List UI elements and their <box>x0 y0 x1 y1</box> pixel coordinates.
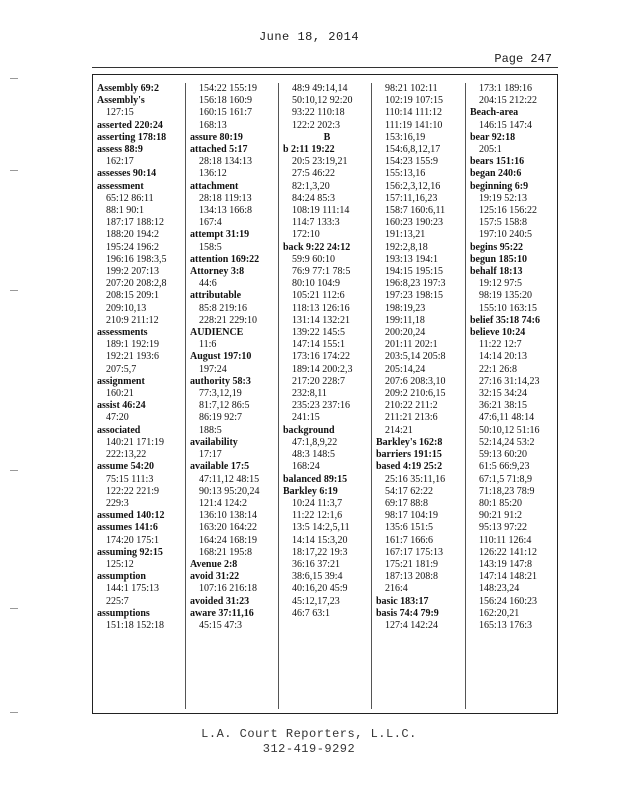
page-reference: 172:10 <box>292 229 320 241</box>
page-reference: 59:9 60:10 <box>292 253 336 265</box>
index-column-2 <box>186 83 279 709</box>
index-term: AUDIENCE <box>190 327 244 339</box>
page-reference: 67:1,5 71:8,9 <box>479 473 533 485</box>
page-reference: 201:11 202:1 <box>385 339 438 351</box>
page-reference: 110:14 111:12 <box>385 107 442 119</box>
page-reference: 205:14,24 <box>385 363 426 375</box>
index-term: Attorney 3:8 <box>190 266 245 278</box>
page-reference: 156:18 160:9 <box>199 95 253 107</box>
page-reference: 118:13 126:16 <box>292 302 350 314</box>
page-reference: 198:19,23 <box>385 302 426 314</box>
page-reference: 148:23,24 <box>479 583 520 595</box>
index-term: beginning 6:9 <box>470 180 529 192</box>
index-term: b 2:11 19:22 <box>283 144 335 156</box>
page-reference: 187:17 188:12 <box>106 217 165 229</box>
index-term: availability <box>190 436 238 448</box>
index-term: assumed 140:12 <box>97 510 165 522</box>
page-reference: 173:16 174:22 <box>292 351 351 363</box>
page-reference: 151:18 152:18 <box>106 619 165 631</box>
margin-mark <box>10 470 18 471</box>
page-reference: 153:16,19 <box>385 131 426 143</box>
index-term: basic 183:17 <box>376 595 429 607</box>
index-term: assessment <box>97 180 144 192</box>
page-reference: 209:10,13 <box>106 302 147 314</box>
page-reference: 46:7 63:1 <box>292 607 331 619</box>
page-reference: 69:17 88:8 <box>385 497 429 509</box>
page-reference: 93:22 110:18 <box>292 107 345 119</box>
page-reference: 19:19 52:13 <box>479 192 528 204</box>
index-term: attachment <box>190 180 239 192</box>
page-reference: 168:24 <box>292 461 320 473</box>
page-reference: 28:18 134:13 <box>199 156 253 168</box>
page-reference: 162:17 <box>106 156 134 168</box>
page-reference: 19:12 97:5 <box>479 278 523 290</box>
page-reference: 90:21 91:2 <box>479 510 523 522</box>
page-reference: 139:22 145:5 <box>292 327 346 339</box>
page-reference: 241:15 <box>292 412 320 424</box>
page-reference: 65:12 86:11 <box>106 192 154 204</box>
page-reference: 174:20 175:1 <box>106 534 160 546</box>
index-term: assess 88:9 <box>97 144 143 156</box>
page-number: Page 247 <box>494 52 552 66</box>
index-term: bear 92:18 <box>470 131 516 143</box>
page-reference: 61:5 66:9,23 <box>479 461 530 473</box>
page-reference: 194:15 195:15 <box>385 266 444 278</box>
page-reference: 210:9 211:12 <box>106 314 159 326</box>
page-reference: 11:22 12:1,6 <box>292 510 343 522</box>
page-reference: 36:21 38:15 <box>479 400 528 412</box>
page-reference: 80:1 85:20 <box>479 497 523 509</box>
index-term: assumptions <box>97 607 150 619</box>
index-term: assignment <box>97 375 145 387</box>
page-reference: 208:15 209:1 <box>106 290 160 302</box>
page-reference: 14:14 20:13 <box>479 351 528 363</box>
page-reference: 18:17,22 19:3 <box>292 546 348 558</box>
index-term: attached 5:17 <box>190 144 248 156</box>
page-reference: 11:6 <box>199 339 217 351</box>
index-term: back 9:22 24:12 <box>283 241 351 253</box>
page-reference: 40:16,20 45:9 <box>292 583 348 595</box>
page-reference: 143:19 147:8 <box>479 558 533 570</box>
page-reference: 147:14 155:1 <box>292 339 346 351</box>
page-reference: 196:8,23 197:3 <box>385 278 446 290</box>
index-term: asserted 220:24 <box>97 119 163 131</box>
page-reference: 155:10 163:15 <box>479 302 538 314</box>
page-reference: 80:10 104:9 <box>292 278 341 290</box>
page-reference: 200:20,24 <box>385 327 426 339</box>
page-reference: 114:7 133:3 <box>292 217 340 229</box>
page-reference: 36:16 37:21 <box>292 558 341 570</box>
index-term: authority 58:3 <box>190 375 251 387</box>
page-reference: 162:20,21 <box>479 607 520 619</box>
page-reference: 168:13 <box>199 119 227 131</box>
page-reference: 122:2 202:3 <box>292 119 341 131</box>
page-reference: 161:7 166:6 <box>385 534 434 546</box>
page-reference: 209:2 210:6,15 <box>385 388 446 400</box>
page-reference: 45:15 47:3 <box>199 619 243 631</box>
index-term: assist 46:24 <box>97 400 146 412</box>
index-term: assessments <box>97 327 148 339</box>
margin-mark <box>10 290 18 291</box>
page-reference: 98:17 104:19 <box>385 510 439 522</box>
index-term: Barkley 6:19 <box>283 485 338 497</box>
page-reference: 125:12 <box>106 558 134 570</box>
page-reference: 134:13 166:8 <box>199 205 253 217</box>
page-reference: 188:5 <box>199 424 222 436</box>
page-reference: 140:21 171:19 <box>106 436 165 448</box>
page-reference: 225:7 <box>106 595 129 607</box>
page-reference: 160:23 190:23 <box>385 217 444 229</box>
page-reference: 235:23 237:16 <box>292 400 351 412</box>
page-reference: 47:1,8,9,22 <box>292 436 338 448</box>
index-term: assuming 92:15 <box>97 546 163 558</box>
index-term: based 4:19 25:2 <box>376 461 443 473</box>
page-reference: 158:7 160:6,11 <box>385 205 446 217</box>
margin-mark <box>10 712 18 713</box>
page-reference: 84:24 85:3 <box>292 192 336 204</box>
page-reference: 197:23 198:15 <box>385 290 444 302</box>
page-reference: 11:22 12:7 <box>479 339 522 351</box>
page-reference: 98:21 102:11 <box>385 83 438 94</box>
index-term: Barkley's 162:8 <box>376 436 443 448</box>
page-reference: 154:23 155:9 <box>385 156 439 168</box>
page-reference: 13:5 14:2,5,11 <box>292 522 350 534</box>
index-term: bears 151:16 <box>470 156 525 168</box>
index-term: asserting 178:18 <box>97 131 167 143</box>
page-reference: 131:14 132:21 <box>292 314 351 326</box>
footer-company: L.A. Court Reporters, L.L.C. <box>201 727 417 741</box>
index-term: assumes 141:6 <box>97 522 158 534</box>
page-reference: 76:9 77:1 78:5 <box>292 266 351 278</box>
index-term: begins 95:22 <box>470 241 524 253</box>
page-reference: 154:6,8,12,17 <box>385 144 441 156</box>
index-term: assumption <box>97 571 146 583</box>
page-reference: 50:10,12 51:16 <box>479 424 540 436</box>
page-reference: 204:15 212:22 <box>479 95 538 107</box>
page-reference: 86:19 92:7 <box>199 412 243 424</box>
index-column-3 <box>279 83 372 709</box>
page-reference: 105:21 112:6 <box>292 290 345 302</box>
page-reference: 54:17 62:22 <box>385 485 434 497</box>
page-reference: 192:2,8,18 <box>385 241 428 253</box>
index-column-4 <box>372 83 466 709</box>
index-term: Avenue 2:8 <box>190 558 238 570</box>
index-term: believe 10:24 <box>470 327 526 339</box>
margin-mark <box>10 608 18 609</box>
page-reference: 47:20 <box>106 412 129 424</box>
page-reference: 199:2 207:13 <box>106 266 160 278</box>
page-reference: 199:11,18 <box>385 314 425 326</box>
page-reference: 125:16 156:22 <box>479 205 538 217</box>
index-column-5 <box>466 83 557 709</box>
page-reference: 205:1 <box>479 144 502 156</box>
index-term: behalf 18:13 <box>470 266 523 278</box>
header-date: June 18, 2014 <box>258 30 360 44</box>
index-term: avoid 31:22 <box>190 571 240 583</box>
page-reference: 207:6 208:3,10 <box>385 375 446 387</box>
index-term: Beach-area <box>470 107 519 119</box>
page-reference: 127:4 142:24 <box>385 619 439 631</box>
page-reference: 107:16 216:18 <box>199 583 258 595</box>
section-letter: B <box>323 131 331 143</box>
page-reference: 127:15 <box>106 107 134 119</box>
page-reference: 108:19 111:14 <box>292 205 350 217</box>
page-reference: 48:3 148:5 <box>292 449 336 461</box>
page-reference: 211:21 213:6 <box>385 412 438 424</box>
page-reference: 207:5,7 <box>106 363 137 375</box>
page-reference: 160:15 161:7 <box>199 107 253 119</box>
index-term: attempt 31:19 <box>190 229 250 241</box>
index-term: Assembly 69:2 <box>97 83 159 94</box>
page-reference: 165:13 176:3 <box>479 619 533 631</box>
page-reference: 214:21 <box>385 424 413 436</box>
index-term: attention 169:22 <box>190 253 260 265</box>
page-reference: 10:24 11:3,7 <box>292 497 343 509</box>
page-reference: 164:24 168:19 <box>199 534 258 546</box>
page-reference: 50:10,12 92:20 <box>292 95 353 107</box>
index-term: began 240:6 <box>470 168 522 180</box>
page-reference: 222:13,22 <box>106 449 147 461</box>
page-reference: 191:13,21 <box>385 229 426 241</box>
index-term: assesses 90:14 <box>97 168 157 180</box>
page-reference: 136:10 138:14 <box>199 510 258 522</box>
page-reference: 85:8 219:16 <box>199 302 248 314</box>
page-reference: 216:4 <box>385 583 408 595</box>
page-reference: 167:4 <box>199 217 222 229</box>
page-reference: 75:15 111:3 <box>106 473 154 485</box>
page-reference: 195:24 196:2 <box>106 241 160 253</box>
page-reference: 175:21 181:9 <box>385 558 439 570</box>
page-reference: 157:5 158:8 <box>479 217 528 229</box>
page-reference: 82:1,3,20 <box>292 180 330 192</box>
page-reference: 192:21 193:6 <box>106 351 160 363</box>
page-reference: 52:14,24 53:2 <box>479 436 535 448</box>
page-reference: 32:15 34:24 <box>479 388 528 400</box>
page-reference: 98:19 135:20 <box>479 290 533 302</box>
page-reference: 196:16 198:3,5 <box>106 253 167 265</box>
page-reference: 156:2,3,12,16 <box>385 180 441 192</box>
page-reference: 210:22 211:2 <box>385 400 438 412</box>
page-reference: 110:11 126:4 <box>479 534 532 546</box>
page-reference: 160:21 <box>106 388 134 400</box>
page-reference: 44:6 <box>199 278 217 290</box>
page-reference: 59:13 60:20 <box>479 449 528 461</box>
page-reference: 173:1 189:16 <box>479 83 533 94</box>
page-reference: 48:9 49:14,14 <box>292 83 348 94</box>
page-reference: 102:19 107:15 <box>385 95 444 107</box>
index-frame <box>92 74 558 714</box>
page-reference: 126:22 141:12 <box>479 546 538 558</box>
page-reference: 193:13 194:1 <box>385 253 439 265</box>
page-reference: 167:17 175:13 <box>385 546 444 558</box>
index-term: attributable <box>190 290 242 302</box>
page-reference: 232:8,11 <box>292 388 327 400</box>
page-reference: 77:3,12,19 <box>199 388 242 400</box>
header-rule <box>92 67 558 68</box>
index-term: basis 74:4 79:9 <box>376 607 439 619</box>
page-reference: 203:5,14 205:8 <box>385 351 446 363</box>
page-reference: 27:16 31:14,23 <box>479 375 540 387</box>
page-reference: 111:19 141:10 <box>385 119 443 131</box>
index-term: balanced 89:15 <box>283 473 348 485</box>
index-term: aware 37:11,16 <box>190 607 254 619</box>
margin-mark <box>10 170 18 171</box>
page-reference: 168:21 195:8 <box>199 546 253 558</box>
page-reference: 157:11,16,23 <box>385 192 438 204</box>
page-reference: 188:20 194:2 <box>106 229 160 241</box>
page-reference: 207:20 208:2,8 <box>106 278 167 290</box>
page-reference: 189:14 200:2,3 <box>292 363 353 375</box>
page-reference: 71:18,23 78:9 <box>479 485 535 497</box>
page-reference: 47:11,12 48:15 <box>199 473 260 485</box>
page-reference: 20:5 23:19,21 <box>292 156 348 168</box>
index-term: barriers 191:15 <box>376 449 442 461</box>
page-reference: 217:20 228:7 <box>292 375 346 387</box>
page-reference: 197:10 240:5 <box>479 229 533 241</box>
page-reference: 27:5 46:22 <box>292 168 336 180</box>
page-reference: 163:20 164:22 <box>199 522 258 534</box>
index-term: begun 185:10 <box>470 253 527 265</box>
page-reference: 144:1 175:13 <box>106 583 160 595</box>
page-reference: 121:4 124:2 <box>199 497 248 509</box>
page-reference: 47:6,11 48:14 <box>479 412 535 424</box>
index-term: assure 80:19 <box>190 131 243 143</box>
page-reference: 147:14 148:21 <box>479 571 538 583</box>
page-reference: 154:22 155:19 <box>199 83 258 94</box>
page-reference: 136:12 <box>199 168 227 180</box>
page-reference: 189:1 192:19 <box>106 339 160 351</box>
page-reference: 81:7,12 86:5 <box>199 400 250 412</box>
index-column-1 <box>93 83 186 709</box>
page-reference: 28:18 119:13 <box>199 192 252 204</box>
page-reference: 135:6 151:5 <box>385 522 434 534</box>
page-reference: 197:24 <box>199 363 227 375</box>
page-reference: 88:1 90:1 <box>106 205 145 217</box>
index-term: associated <box>97 424 141 436</box>
page-reference: 156:24 160:23 <box>479 595 538 607</box>
page-reference: 155:13,16 <box>385 168 426 180</box>
page-reference: 14:14 15:3,20 <box>292 534 348 546</box>
page-reference: 90:13 95:20,24 <box>199 485 260 497</box>
page-reference: 45:12,17,23 <box>292 595 340 607</box>
index-term: Assembly's <box>97 95 145 107</box>
page-reference: 158:5 <box>199 241 222 253</box>
page-reference: 122:22 221:9 <box>106 485 160 497</box>
page-reference: 229:3 <box>106 497 129 509</box>
page-reference: 38:6,15 39:4 <box>292 571 343 583</box>
page-reference: 25:16 35:11,16 <box>385 473 446 485</box>
page-reference: 146:15 147:4 <box>479 119 533 131</box>
page-reference: 22:1 26:8 <box>479 363 518 375</box>
footer-phone: 312-419-9292 <box>262 742 356 756</box>
index-term: assume 54:20 <box>97 461 154 473</box>
index-term: avoided 31:23 <box>190 595 250 607</box>
index-term: available 17:5 <box>190 461 250 473</box>
index-term: background <box>283 424 335 436</box>
page-reference: 17:17 <box>199 449 222 461</box>
margin-mark <box>10 78 18 79</box>
page-reference: 228:21 229:10 <box>199 314 258 326</box>
index-term: August 197:10 <box>190 351 252 363</box>
page-reference: 187:13 208:8 <box>385 571 439 583</box>
index-term: belief 35:18 74:6 <box>470 314 540 326</box>
page-reference: 95:13 97:22 <box>479 522 528 534</box>
